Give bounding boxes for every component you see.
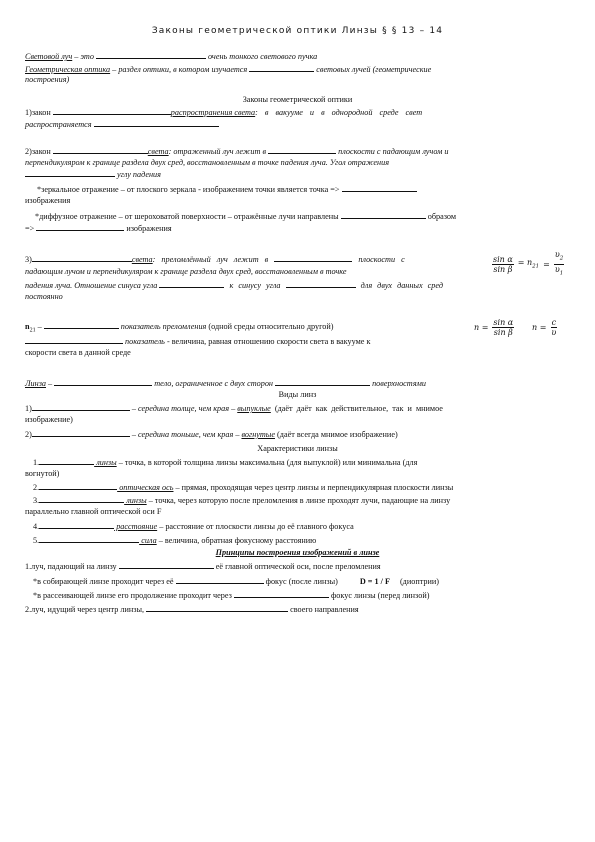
n21-blank[interactable] <box>44 320 119 329</box>
ray-term: Световой луч <box>25 52 73 61</box>
lens-dash: – <box>46 379 55 388</box>
n-text2: - величина, равная отношению скорости света в вакууме к <box>164 337 371 346</box>
velocity-frac <box>554 250 564 278</box>
f2-frac <box>492 318 514 337</box>
kind2-text: – середина тоньше, чем края – <box>129 430 242 439</box>
geo-text-cont: построения) <box>25 75 70 84</box>
geo-blank[interactable] <box>249 63 314 72</box>
law1 <box>25 106 570 119</box>
build-title <box>25 547 570 559</box>
rule2-text: 2.луч, идущий через центр линзы, <box>25 605 147 614</box>
v1: υ <box>554 264 560 274</box>
law1-blank2[interactable] <box>94 118 219 127</box>
law2-blank3[interactable] <box>25 168 115 177</box>
n-definition-cont <box>25 347 570 359</box>
law3-text: : преломлённый луч лежит в <box>152 255 275 264</box>
page-header: Законы геометрической оптики Линзы § § 13 – 14 <box>151 26 444 36</box>
char2-name: оптическая ось <box>117 483 174 492</box>
n21-symbol: n <box>25 322 30 331</box>
n-blank[interactable] <box>25 335 123 344</box>
char1-text: – точка, в которой толщина линзы максимальна (для выпуклой) или минимальна (для <box>116 458 418 467</box>
law3-text5: к синусу угла <box>224 281 286 290</box>
char3-blank[interactable] <box>39 494 124 503</box>
law1-num: 1)закон <box>25 108 53 117</box>
law1-text-cont: распространяется <box>25 120 94 129</box>
rule1-div-text2: фокус линзы (перед линзой) <box>328 591 430 600</box>
char2-num: 2. <box>33 483 40 492</box>
geo-term: Геометрическая оптика <box>25 65 111 74</box>
build-rule-1 <box>25 560 570 573</box>
law3 <box>25 253 570 266</box>
law1-blank[interactable] <box>53 106 171 115</box>
lens-definition <box>25 377 570 390</box>
lens-chars-title: Характеристики линзы <box>257 444 338 453</box>
f2-num: sin α <box>493 318 514 327</box>
snell-num: sin α <box>493 254 513 264</box>
law2-blank2[interactable] <box>268 145 336 154</box>
law3-blank[interactable] <box>32 253 132 262</box>
snell-n-sub: 21 <box>532 263 540 270</box>
char2-text: – прямая, проходящая через центр линзы и перпендикулярная плоскости линзы <box>173 483 454 492</box>
char1-blank[interactable] <box>39 456 94 465</box>
lens-kind-1-cont <box>25 414 570 426</box>
law3-text4: падения луча. Отношение синуса угла <box>25 281 160 290</box>
char4-num: 4. <box>33 522 40 531</box>
diffuse-blank2[interactable] <box>36 222 124 231</box>
diffuse-blank[interactable] <box>341 210 426 219</box>
f2-den: sin β <box>493 328 513 337</box>
lens-kind-2 <box>25 428 570 441</box>
kind1-text3: изображение) <box>25 415 73 424</box>
char4-name: расстояние <box>114 522 158 531</box>
law3-text2: плоскости с <box>352 255 405 264</box>
law1-name: распространения света <box>170 108 256 117</box>
mirror-text: *зеркальное отражение – от плоского зеркала - изображением точки является точка => <box>37 185 342 194</box>
f3-lhs: n = <box>532 323 547 332</box>
snell-eq: = <box>543 259 550 269</box>
lens-char-2 <box>33 481 578 494</box>
snell-formula <box>492 250 564 278</box>
v2: υ <box>554 250 560 259</box>
law1-cont <box>25 118 570 131</box>
law1-text: : в вакууме и в однородной среде свет <box>255 108 423 117</box>
law3-blank2[interactable] <box>274 253 352 262</box>
lens-char-3 <box>33 494 578 507</box>
lens-char-5 <box>33 534 578 547</box>
law3-name: света <box>131 255 153 264</box>
law2 <box>25 145 570 158</box>
geo-text: – раздел оптики, в котором изучается <box>110 65 250 74</box>
rule2-blank[interactable] <box>146 603 288 612</box>
law3-text6: для двух данных сред <box>355 281 443 290</box>
lens-text: тело, ограниченное с двух сторон <box>152 379 276 388</box>
kind1-text2: (даёт даёт как действительное, так и мнимое <box>270 404 443 413</box>
n21-text2: (одной среды относительно другой) <box>206 322 334 331</box>
char3-name: линзы <box>124 496 147 505</box>
law2-text4: углу падения <box>115 170 161 179</box>
refraction-index-formula <box>474 318 514 337</box>
char1-name: линзы <box>94 458 117 467</box>
ray-text-end: очень тонкого светового пучка <box>205 52 318 61</box>
law2-cont2 <box>25 168 570 181</box>
law2-blank[interactable] <box>53 145 148 154</box>
law3-text3: падающим лучом и перпендикуляром к границе раздела двух сред, восстановленным в точке <box>25 267 347 276</box>
ray-definition <box>25 50 570 63</box>
char5-blank[interactable] <box>39 534 139 543</box>
law3-num: 3) <box>25 255 32 264</box>
kind1-name: выпуклые <box>237 404 271 413</box>
v1-sub: 1 <box>559 270 564 277</box>
optical-power-unit: (диоптрии) <box>399 577 439 586</box>
lens-blank2[interactable] <box>275 377 370 386</box>
char4-blank[interactable] <box>39 520 114 529</box>
law3-cont <box>25 263 570 278</box>
law3-blank4[interactable] <box>286 279 356 288</box>
ray-blank[interactable] <box>96 50 206 59</box>
lens-char-4 <box>33 520 578 533</box>
law2-text2: плоскости с падающим лучом и <box>336 147 449 156</box>
build-rule-1-diverging <box>33 589 578 602</box>
lens-blank[interactable] <box>54 377 152 386</box>
n21-definition: $n_{21}$ – показатель преломления (одной среды относительно другой) <box>25 322 334 334</box>
law3-text7: постоянно <box>25 292 63 301</box>
kind2-blank[interactable] <box>32 428 130 437</box>
diffuse-text2: образом <box>425 212 457 221</box>
char5-text: – величина, обратная фокусному расстоянию <box>156 536 317 545</box>
kind2-text2: (даёт всегда мнимое изображение) <box>275 430 398 439</box>
rule1-blank[interactable] <box>119 560 214 569</box>
law2-text3: перпендикуляром к границе раздела двух сред, восстановленным в точке падения луча. Угол отражения <box>25 158 389 167</box>
mirror-text-cont: изображения <box>25 196 71 205</box>
kind1-num: 1) <box>25 404 32 413</box>
kind1-blank[interactable] <box>32 402 130 411</box>
char3-text: – точка, через которую после преломления в линзе проходят лучи, падающие на линзу <box>146 496 451 505</box>
lens-char-1-cont <box>25 468 570 480</box>
kind2-num: 2) <box>25 430 32 439</box>
geo-optics-definition-cont <box>25 74 570 86</box>
law2-cont <box>25 157 570 169</box>
snell-frac <box>492 255 514 274</box>
v2-sub: 2 <box>559 255 564 262</box>
mirror-blank[interactable] <box>342 183 417 192</box>
diffuse-reflection-cont <box>25 222 570 235</box>
char2-blank[interactable] <box>39 481 117 490</box>
laws-title: Законы геометрической оптики <box>242 95 353 104</box>
mirror-reflection <box>37 183 582 196</box>
build-rule-2 <box>25 603 570 616</box>
n21-subscript: 21 <box>29 327 36 334</box>
lens-kind-1 <box>25 402 570 415</box>
char3-text2: параллельно главной оптической оси F <box>25 507 162 516</box>
f3-num: c <box>551 318 557 327</box>
char5-name: сила <box>139 536 157 545</box>
kind1-text: – середина толще, чем края – <box>129 404 238 413</box>
n-text3: скорости света в данной среде <box>25 348 131 357</box>
n21-text: показатель преломления <box>118 322 207 331</box>
diffuse-text: *диффузное отражение – от шероховатой поверхности – отражённые лучи направлены <box>35 212 341 221</box>
lens-text2: поверхностями <box>370 379 426 388</box>
rule2-text2: своего направления <box>288 605 359 614</box>
rule1-conv-text: *в собирающей линзе проходит через её <box>33 577 176 586</box>
lens-term: Линза <box>25 379 46 388</box>
diffuse-text4: изображения <box>124 224 172 233</box>
build-title-text: Принципы построения изображений в линзе <box>215 548 380 557</box>
diffuse-reflection <box>35 210 580 223</box>
f3-den: υ <box>551 328 557 337</box>
snell-den: sin β <box>493 264 513 274</box>
ray-text: – это <box>72 52 96 61</box>
n-text: показатель <box>123 337 165 346</box>
optical-power-formula: D = 1 / F <box>359 577 390 586</box>
law2-name: света <box>147 147 169 156</box>
rule1-text2: её главной оптической оси, после преломления <box>213 562 381 571</box>
law2-text: : отраженный луч лежит в <box>168 147 269 156</box>
lens-types-title: Виды линз <box>278 390 317 399</box>
build-rule-1-converging <box>33 575 578 588</box>
law3-cont3 <box>25 291 570 303</box>
f2-lhs: n = <box>474 323 489 332</box>
char1-num: 1. <box>33 458 40 467</box>
law3-cont2 <box>25 279 570 292</box>
law3-blank3[interactable] <box>159 279 224 288</box>
law2-num: 2)закон <box>25 147 53 156</box>
char3-num: 3. <box>33 496 40 505</box>
snell-n: = n <box>517 258 533 268</box>
rule1-conv-blank[interactable] <box>176 575 264 584</box>
rule1-conv-text2: фокус (после линзы) <box>263 577 338 586</box>
diffuse-text3: => <box>25 224 37 233</box>
absolute-index-formula <box>532 318 557 337</box>
lens-char-1 <box>33 456 578 469</box>
kind2-name: вогнутые <box>241 430 275 439</box>
mirror-reflection-cont <box>25 195 570 207</box>
char5-num: 5. <box>33 536 40 545</box>
geo-text-end: световых лучей (геометрические <box>314 65 432 74</box>
rule1-div-blank[interactable] <box>234 589 329 598</box>
rule1-text: 1.луч, падающий на линзу <box>25 562 119 571</box>
f3-frac <box>550 318 557 337</box>
char1-text2: вогнутой) <box>25 469 60 478</box>
rule1-div-text: *в рассеивающей линзе его продолжение проходит через <box>33 591 234 600</box>
char4-text: – расстояние от плоскости линзы до её главного фокуса <box>157 522 354 531</box>
lens-char-3-cont <box>25 506 570 518</box>
